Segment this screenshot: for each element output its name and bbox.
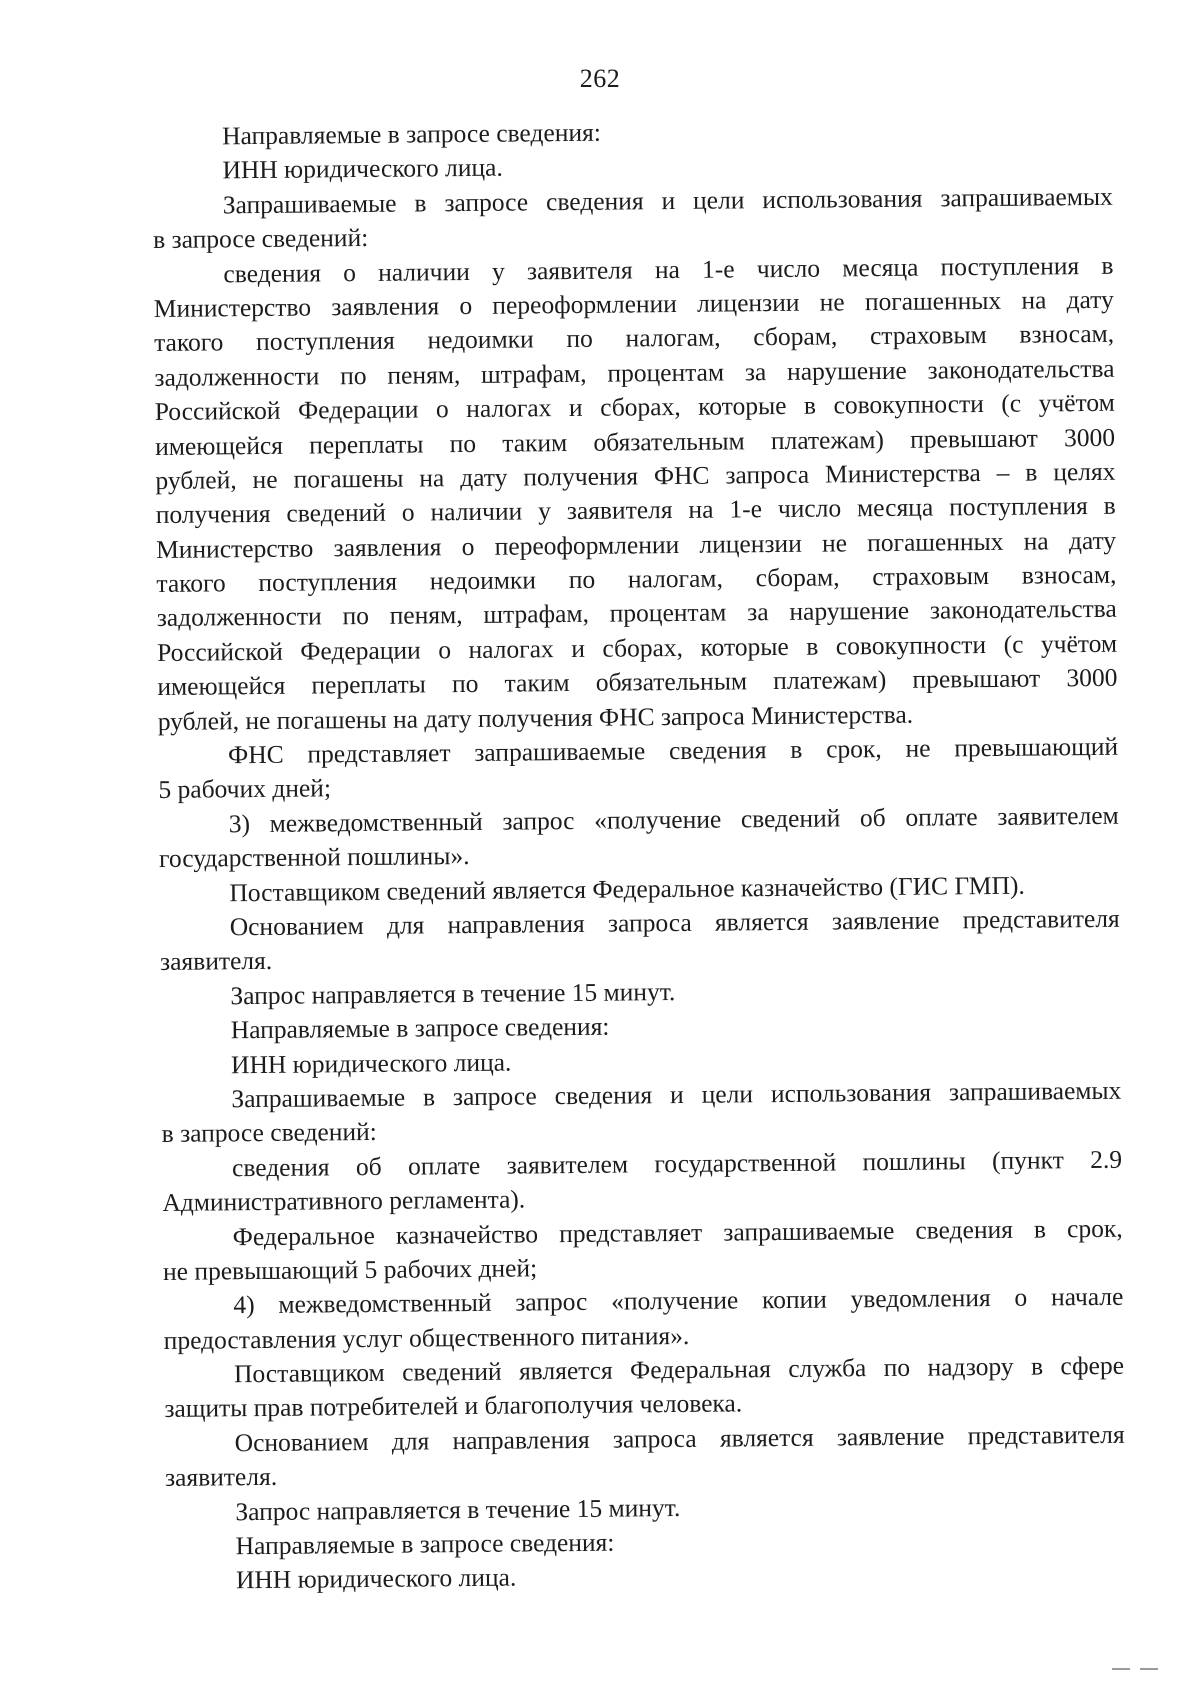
text-line: Административного регламента). (162, 1184, 526, 1218)
text-line: такого поступления недоимки по налогам, сборам, страховым взносам, (156, 559, 1117, 599)
text-line: ИНН юридического лица. (230, 1047, 512, 1079)
text-line: получения сведений о наличии у заявителя на 1-е число месяца поступления в (155, 491, 1116, 530)
text-line: Федеральное казначейство представляет запрашиваемые сведения в срок, (232, 1213, 1123, 1251)
text-line: 5 рабочих дней; (158, 773, 332, 805)
text-line: Запрос направляется в течение 15 минут. (230, 976, 676, 1011)
text-line: такого поступления недоимки по налогам, сборам, страховым взносам, (153, 319, 1115, 358)
text-line: Направляемые в запросе сведения: (222, 117, 601, 151)
text-line: Основанием для направления запроса является заявление представителя (234, 1419, 1125, 1458)
text-line: Министерство заявления о переоформлении лицензии не погашенных на дату (153, 284, 1114, 323)
text-line: Направляемые в запросе сведения: (230, 1011, 610, 1045)
text-line: рублей, не погашены на дату получения ФНС запроса Министерства. (157, 699, 914, 736)
text-line: предоставления услуг общественного питания». (163, 1320, 690, 1355)
text-line: задолженности по пеням, штрафам, процентам за нарушение законодательства (154, 353, 1115, 392)
text-line: заявителя. (164, 1462, 278, 1493)
text-line: Запрашиваемые в запросе сведения и цели использования запрашиваемых (222, 181, 1113, 220)
text-line: заявителя. (159, 946, 273, 977)
text-line: ФНС представляет запрашиваемые сведения в срок, не превышающий (227, 731, 1119, 770)
text-line: Поставщиком сведений является Федеральная служба по надзору в сфере (233, 1350, 1125, 1389)
text-line: в запросе сведений: (153, 223, 369, 255)
text-line: Поставщиком сведений является Федеральное казначейство (ГИС ГМП). (229, 870, 1025, 907)
page-number: 262 (579, 64, 621, 93)
text-line: 3) межведомственный запрос «получение сведений об оплате заявителем (228, 800, 1119, 839)
text-line: не превышающий 5 рабочих дней; (162, 1253, 538, 1286)
text-line: Российской Федерации о налогах и сборах, которые в совокупности (с учётом (154, 387, 1115, 427)
text-line: ИНН юридического лица. (222, 153, 503, 185)
text-line: 4) межведомственный запрос «получение копии уведомления о начале (233, 1282, 1124, 1320)
text-line: Запрашиваемые в запросе сведения и цели использования запрашиваемых (231, 1075, 1122, 1114)
text-line: рублей, не погашены на дату получения ФНС запроса Министерства – в целях (155, 456, 1116, 495)
text-line: в запросе сведений: (161, 1117, 377, 1149)
text-line: Направляемые в запросе сведения: (235, 1527, 615, 1561)
text-line: защиты прав потребителей и благополучия человека. (164, 1388, 743, 1424)
text-line: Запрос направляется в течение 15 минут. (235, 1492, 681, 1526)
text-line: имеющейся переплаты по таким обязательным платежам) превышают 3000 (157, 663, 1118, 702)
text-line: Основанием для направления запроса является заявление представителя (229, 903, 1120, 942)
text-line: сведения о наличии у заявителя на 1-е число месяца поступления в (223, 250, 1114, 288)
scan-artifact-mark (1140, 1668, 1158, 1670)
text-line: имеющейся переплаты по таким обязательным платежам) превышают 3000 (154, 422, 1116, 461)
text-line: Российской Федерации о налогах и сборах, которые в совокупности (с учётом (156, 628, 1118, 667)
document-body (152, 111, 1126, 1599)
text-line: задолженности по пеням, штрафам, процентам за нарушение законодательства (156, 594, 1117, 633)
scan-artifact-mark (1112, 1668, 1130, 1670)
text-line: ИНН юридического лица. (235, 1562, 517, 1595)
text-line: Министерство заявления о переоформлении лицензии не погашенных на дату (155, 525, 1117, 564)
text-line: государственной пошлины». (158, 841, 470, 874)
text-line: сведения об оплате заявителем государственной пошлины (пункт 2.9 (231, 1144, 1123, 1182)
